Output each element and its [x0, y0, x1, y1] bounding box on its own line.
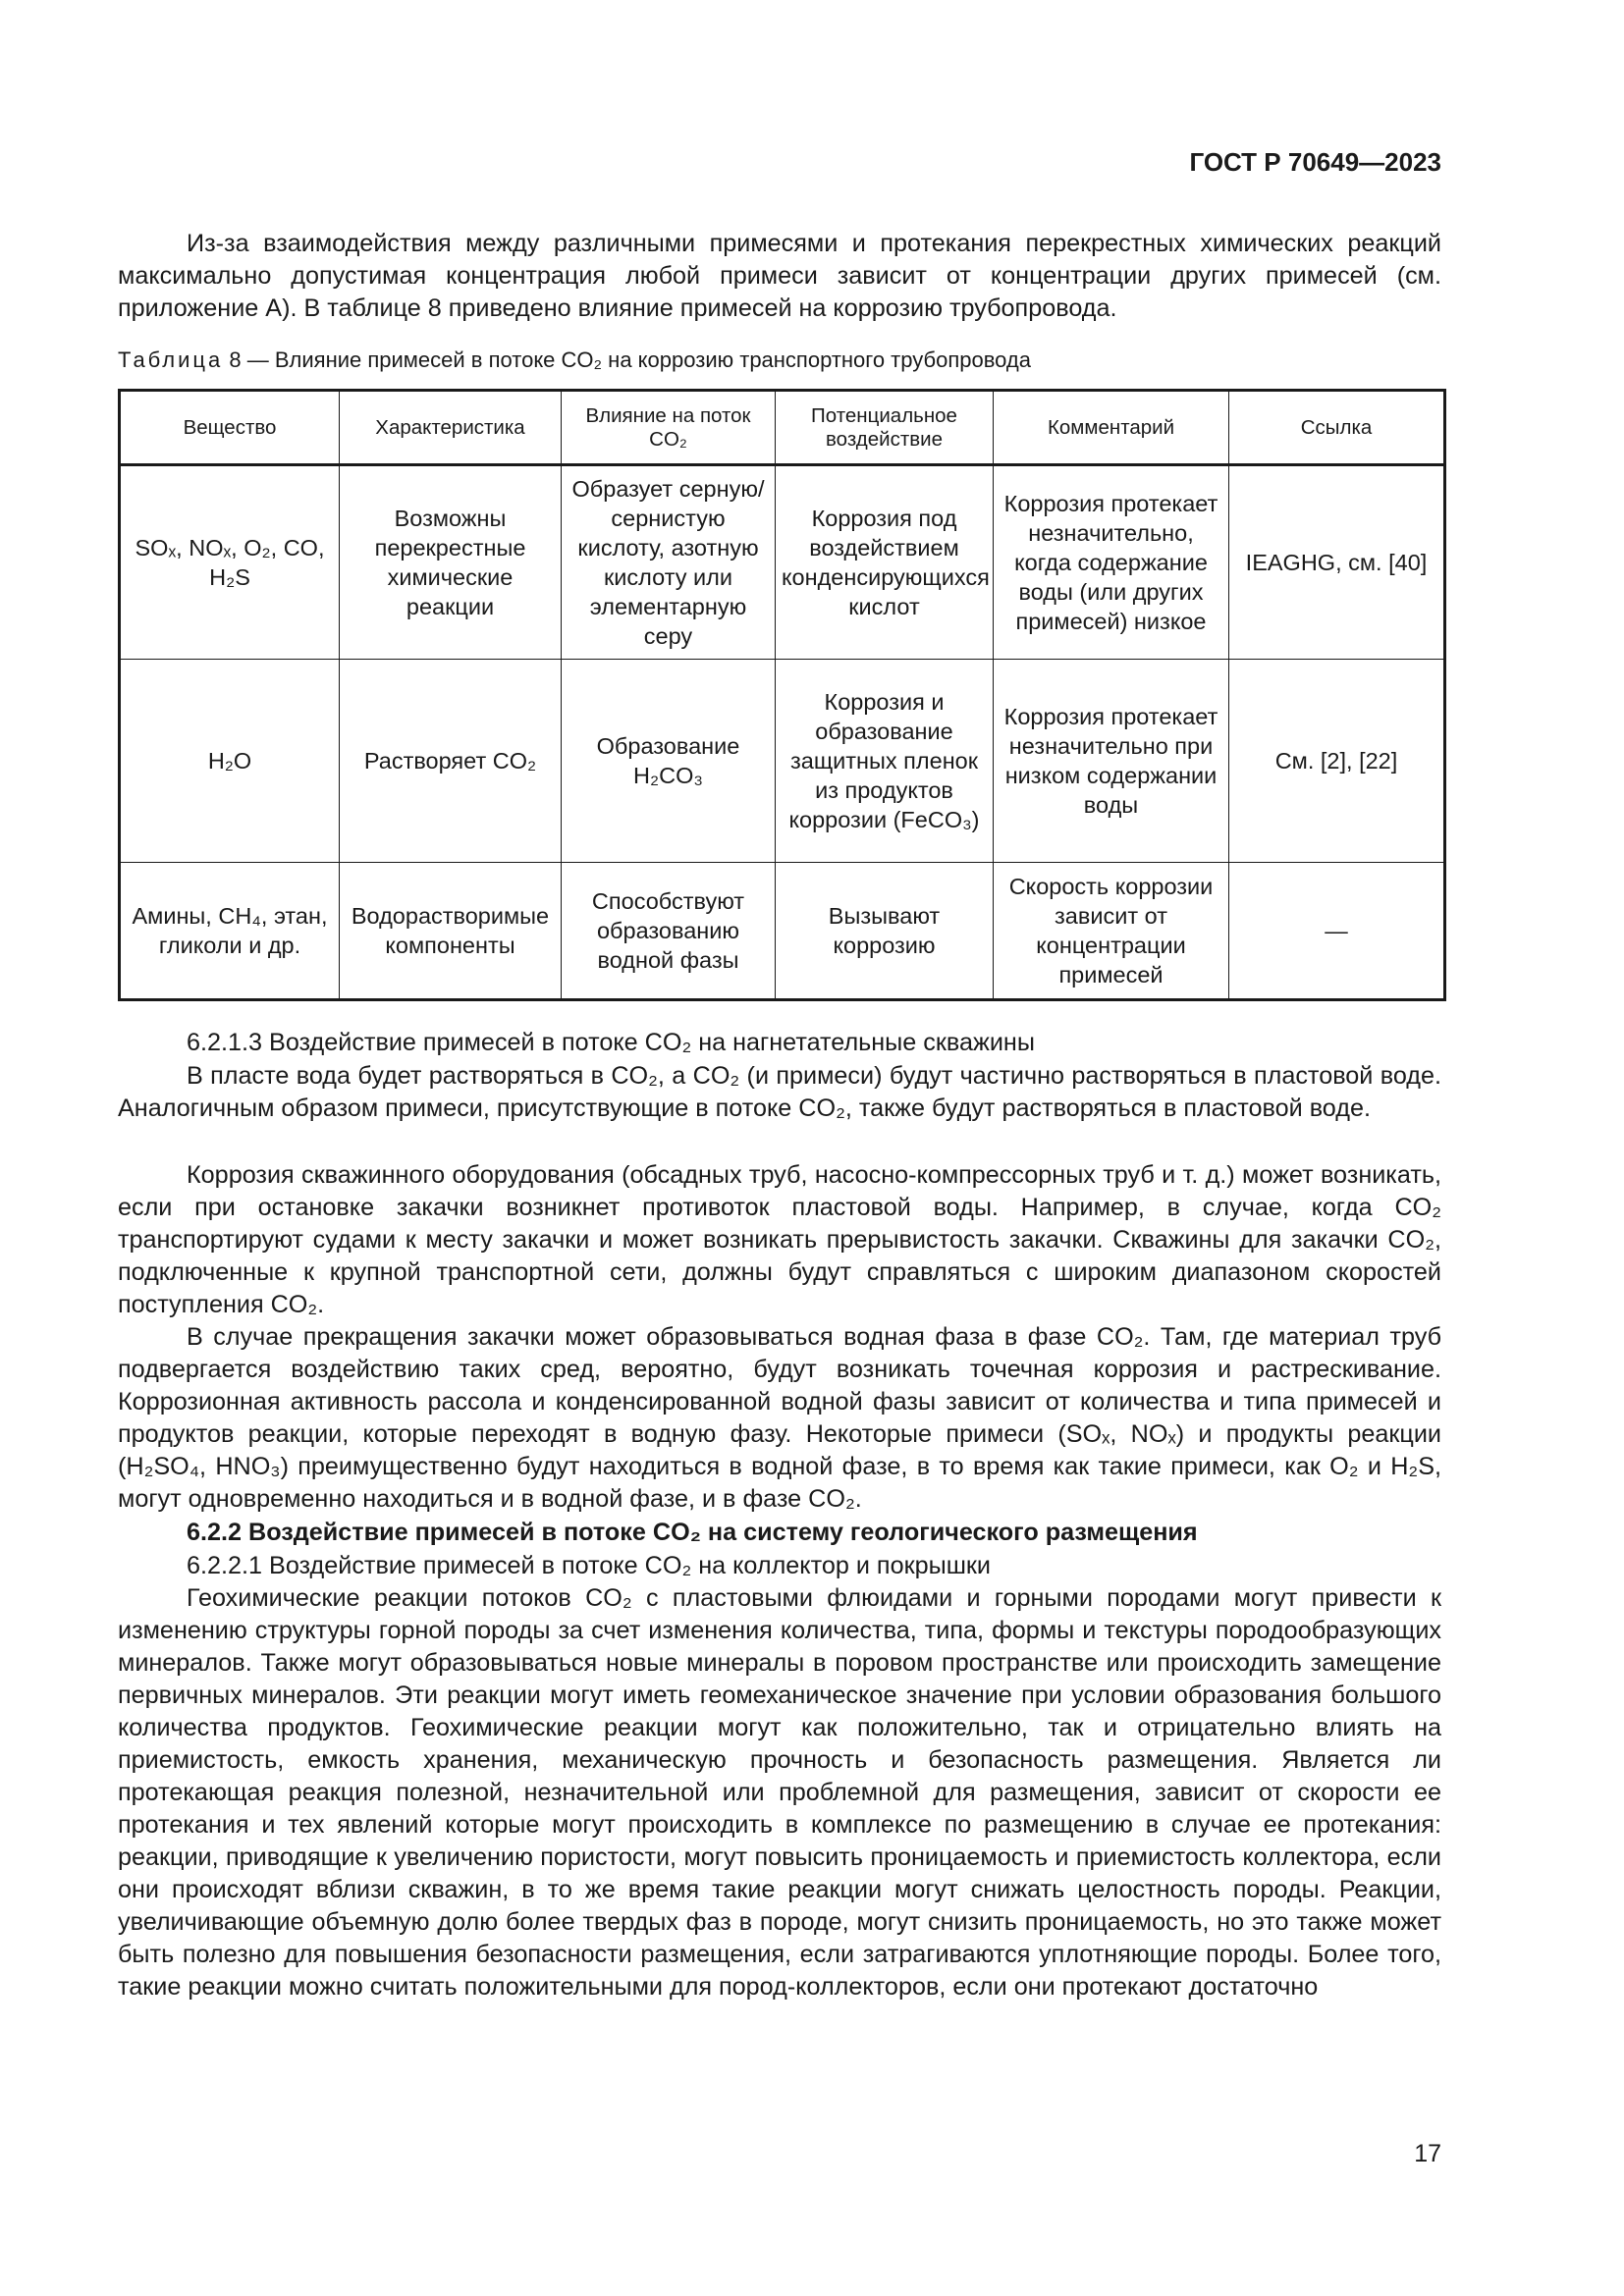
table-caption [118, 346, 1031, 375]
table-row [120, 660, 1445, 863]
table-caption-label: Таблица [118, 347, 224, 372]
table-cell: — [1229, 863, 1445, 1000]
table-header-row [120, 391, 1445, 465]
column-header: Потенциальное воздействие [776, 391, 994, 465]
table-cell: См. [2], [22] [1229, 660, 1445, 863]
table-cell: Коррозия протекает незначительно при низком содержании воды [994, 660, 1229, 863]
table-cell: Коррозия и образование защитных пленок из продуктов коррозии (FeCO₃) [776, 660, 994, 863]
table-cell: Коррозия протекает незначительно, когда содержание воды (или других примесей) низкое [994, 465, 1229, 660]
paragraph: Геохимические реакции потоков CO₂ с пластовыми флюидами и горными породами могут привести к изменению структуры горной породы за счет изменения количества, типа, формы и текстуры породообразующих минералов. Также могут образовываться новые минералы в поровом пространстве или происходить замещение первичных минералов. Эти реакции могут иметь геомеханическое значение при условии образования большого количества продуктов. Геохимические реакции могут как положительно, так и отрицательно влиять на приемистость, емкость хранения, механическую прочность и безопасность размещения. Является ли протекающая реакция полезной, незначительной или проблемной для размещения, зависит от скорости ее протекания и тех явлений которые могут происходить в комплексе по размещению в случае ее протекания: реакции, приводящие к увеличению пористости, могут повысить проницаемость и приемистость коллектора, если они происходят вблизи скважин, в то же время такие реакции могут снижать целостность породы. Реакции, увеличивающие объемную долю более твердых фаз в породе, могут снизить проницаемость, но это также может быть полезно для повышения безопасности размещения, если затрагиваются уплотняющие породы. Более того, такие реакции можно считать положительными для пород-коллекторов, если они протекают достаточно [118, 1584, 1441, 2001]
page-number: 17 [1414, 2140, 1441, 2167]
table-cell: Растворяет CO₂ [340, 660, 562, 863]
column-header: Влияние на поток CO₂ [562, 391, 776, 465]
column-header: Характеристика [340, 391, 562, 465]
column-header: Комментарий [994, 391, 1229, 465]
table-cell: Коррозия под воздействием конденсирующихся кислот [776, 465, 994, 660]
table-row [120, 863, 1445, 1000]
paragraph: В пласте вода будет растворяться в CO₂, а CO₂ (и примеси) будут частично растворяться в пластовой воде. Аналогичным образом примеси, присутствующие в потоке CO₂, также будут растворяться в пластовой воде. [118, 1062, 1441, 1122]
intro-paragraph: Из-за взаимодействия между различными примесями и протекания перекрестных химических реакций максимально допустимая концентрация любой примеси зависит от концентрации других примесей (см. приложение А). В таблице 8 приведено влияние примесей на коррозию трубопровода. [118, 230, 1441, 322]
table-row [120, 465, 1445, 660]
table-cell: Скорость коррозии зависит от концентрации примесей [994, 863, 1229, 1000]
table-cell: H₂O [120, 660, 340, 863]
section-6-2-2-title: 6.2.2 Воздействие примесей в потоке CO₂ на систему геологического размещения [187, 1519, 1198, 1546]
table-cell: Вызывают коррозию [776, 863, 994, 1000]
table-caption-text: 8 — Влияние примесей в потоке CO₂ на коррозию транспортного трубопровода [229, 347, 1031, 372]
column-header: Вещество [120, 391, 340, 465]
document-code: ГОСТ Р 70649—2023 [1189, 147, 1441, 177]
table-cell: Возможны перекрестные химические реакции [340, 465, 562, 660]
section-6-2-2-1-title: 6.2.2.1 Воздействие примесей в потоке CO₂ на коллектор и покрышки [187, 1552, 991, 1579]
table-cell: IEAGHG, см. [40] [1229, 465, 1445, 660]
impurities-table [118, 389, 1446, 1001]
section-6-2-1-3-title: 6.2.1.3 Воздействие примесей в потоке CO₂ на нагнетательные скважины [187, 1029, 1035, 1056]
table-cell: Амины, CH₄, этан, гликоли и др. [120, 863, 340, 1000]
paragraph: Коррозия скважинного оборудования (обсадных труб, насосно-компрессорных труб и т. д.) может возникать, если при остановке закачки возникнет противоток пластовой воды. Например, в случае, когда CO₂ транспортируют судами к месту закачки и может возникать прерывистость закачки. Скважины для закачки CO₂, подключенные к крупной транспортной сети, должны будут справляться с широким диапазоном скоростей поступления CO₂. [118, 1161, 1441, 1318]
table-cell: Образует серную/сернистую кислоту, азотную кислоту или элементарную серу [562, 465, 776, 660]
table-cell: Водорастворимые компоненты [340, 863, 562, 1000]
table-cell: SOₓ, NOₓ, O₂, CO, H₂S [120, 465, 340, 660]
column-header: Ссылка [1229, 391, 1445, 465]
table-cell: Образование H₂CO₃ [562, 660, 776, 863]
paragraph: В случае прекращения закачки может образовываться водная фаза в фазе CO₂. Там, где материал труб подвергается воздействию таких сред, вероятно, будут возникать точечная коррозия и растрескивание. Коррозионная активность рассола и конденсированной водной фазы зависит от количества и типа примесей и продуктов реакции, которые переходят в водную фазу. Некоторые примеси (SOₓ, NOₓ) и продукты реакции (H₂SO₄, HNO₃) преимущественно будут находиться в водной фазе, в то время как такие примеси, как O₂ и H₂S, могут одновременно находиться и в водной фазе, и в фазе CO₂. [118, 1323, 1441, 1513]
table-cell: Способствуют образованию водной фазы [562, 863, 776, 1000]
